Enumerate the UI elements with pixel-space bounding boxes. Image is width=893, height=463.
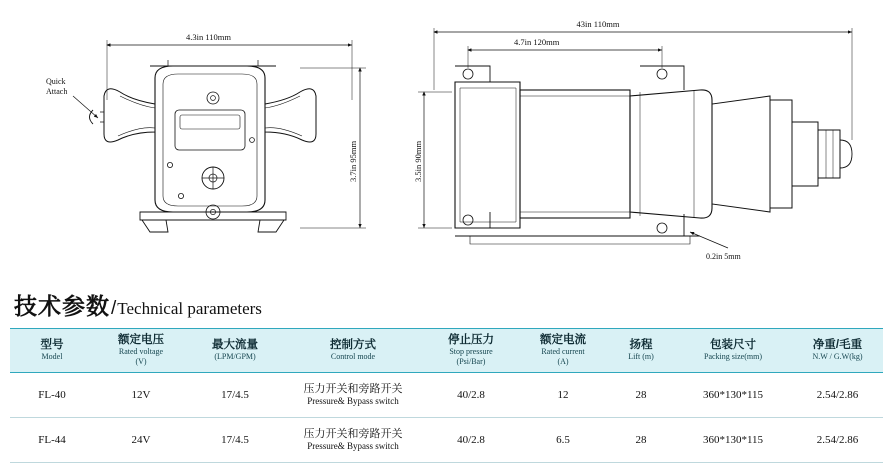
column-header-stop-pressure [424, 329, 518, 373]
section-heading-cn: 技术参数 [14, 293, 110, 319]
cell-current: 6.5 [518, 418, 608, 463]
quick-attach-label-line1: Quick [46, 77, 66, 86]
column-header-lift-cn: 扬程 [629, 339, 653, 351]
column-header-weight-cn: 净重/毛重 [812, 339, 863, 351]
column-header-lift [608, 329, 674, 373]
cell-flow: 17/4.5 [188, 373, 282, 418]
column-header-control-cn: 控制方式 [330, 339, 376, 351]
column-header-weight [792, 329, 883, 373]
column-header-current-en2: (A) [557, 357, 569, 366]
quick-attach-leader [73, 96, 98, 118]
cell-weight: 2.54/2.86 [792, 418, 883, 463]
table-header-row [10, 329, 883, 373]
column-header-stop-pressure-cn: 停止压力 [448, 334, 494, 346]
cell-stop-pressure: 40/2.8 [424, 418, 518, 463]
column-header-model-en: Model [41, 352, 63, 361]
quick-attach-label-line2: Attach [46, 87, 68, 96]
side-overall-width-dimension [434, 28, 852, 140]
section-heading-en: Technical parameters [117, 299, 262, 318]
cell-control-mode [282, 418, 424, 463]
side-inner-width-dimension [468, 46, 662, 68]
cell-control-mode [282, 373, 424, 418]
front-width-dimension [107, 40, 352, 100]
side-overall-width-label: 43in 110mm [576, 19, 620, 29]
cell-model: FL-44 [10, 418, 94, 463]
side-view [455, 66, 852, 244]
cell-lift: 28 [608, 373, 674, 418]
cell-stop-pressure: 40/2.8 [424, 373, 518, 418]
column-header-flow [188, 329, 282, 373]
cell-control-mode-en: Pressure& Bypass switch [307, 441, 399, 451]
column-header-packing-en1: Packing size(mm) [704, 352, 762, 361]
cell-voltage: 24V [94, 418, 188, 463]
column-header-voltage-en1: Rated voltage [118, 347, 164, 356]
cell-control-mode-cn: 压力开关和旁路开关 [303, 383, 403, 395]
cell-lift: 28 [608, 418, 674, 463]
front-width-label: 4.3in 110mm [186, 32, 232, 42]
table-row [10, 418, 883, 463]
column-header-voltage [94, 329, 188, 373]
table-row [10, 373, 883, 418]
column-header-model [10, 329, 94, 373]
foot-thickness-leader [690, 232, 728, 248]
column-header-packing-cn: 包装尺寸 [710, 339, 756, 351]
cell-flow: 17/4.5 [188, 418, 282, 463]
table-body [10, 373, 883, 463]
column-header-model-cn: 型号 [40, 339, 64, 351]
front-view [90, 60, 317, 232]
cell-voltage: 12V [94, 373, 188, 418]
cell-packing-size: 360*130*115 [674, 418, 792, 463]
foot-thickness-label: 0.2in 5mm [706, 252, 741, 261]
column-header-packing [674, 329, 792, 373]
column-header-current-en1: Rated current [541, 347, 585, 356]
column-header-stop-pressure-en2: (Psi/Bar) [456, 357, 486, 366]
cell-current: 12 [518, 373, 608, 418]
column-header-current-cn: 额定电流 [540, 334, 586, 346]
front-height-label: 3.7in 95mm [348, 140, 358, 182]
section-heading [14, 288, 262, 321]
column-header-weight-en1: N.W / G.W(kg) [812, 352, 863, 361]
column-header-voltage-en2: (V) [135, 357, 147, 366]
column-header-current [518, 329, 608, 373]
cell-model: FL-40 [10, 373, 94, 418]
technical-parameters-table-wrap [10, 328, 883, 463]
column-header-control-en1: Control mode [330, 352, 376, 361]
cell-packing-size: 360*130*115 [674, 373, 792, 418]
column-header-flow-en1: (LPM/GPM) [214, 352, 256, 361]
column-header-flow-cn: 最大流量 [212, 339, 258, 351]
side-height-label: 3.5in 90mm [413, 140, 423, 182]
cell-control-mode-en: Pressure& Bypass switch [307, 396, 399, 406]
column-header-stop-pressure-en1: Stop pressure [449, 347, 493, 356]
column-header-voltage-cn: 额定电压 [118, 334, 164, 346]
technical-parameters-table [10, 328, 883, 463]
side-inner-width-label: 4.7in 120mm [514, 37, 560, 47]
section-heading-separator: / [111, 298, 117, 319]
cell-control-mode-cn: 压力开关和旁路开关 [303, 428, 403, 440]
side-height-dimension [418, 92, 452, 228]
table-header [10, 329, 883, 373]
cell-weight: 2.54/2.86 [792, 373, 883, 418]
column-header-control [282, 329, 424, 373]
column-header-lift-en1: Lift (m) [628, 352, 654, 361]
